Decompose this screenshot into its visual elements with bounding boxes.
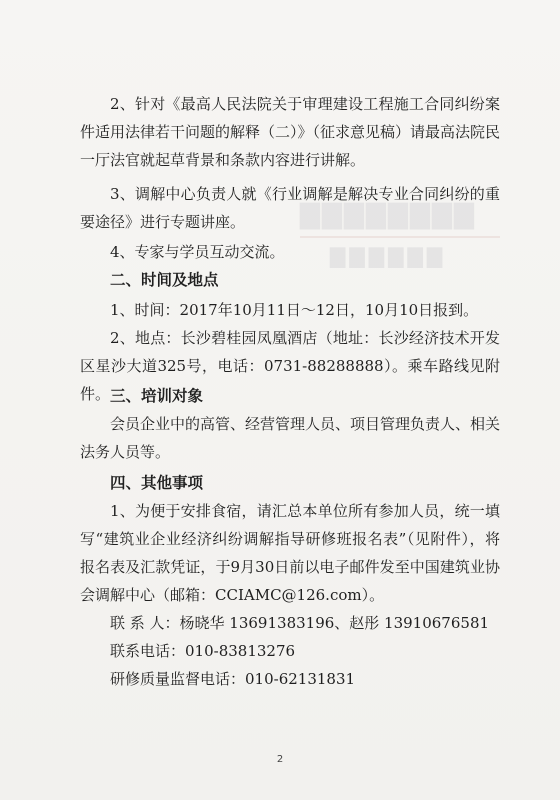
other-item-1: 1、为便于安排食宿，请汇总本单位所有参加人员，统一填写“建筑业企业经济纠纷调解指导研修班报名表”（见附件），将报名表及汇款凭证，于9月30日前以电子邮件发至中国建筑业协会调解中心（邮箱：CCIAMC@126.com）。 [80, 502, 500, 604]
section-heading-other: 四、其他事项 [110, 474, 204, 492]
reverse-side-bleed: ▇▇▇▇▇▇▇▇ [300, 200, 476, 230]
section-heading-time-place: 二、时间及地点 [110, 271, 219, 289]
audience-text: 会员企业中的高管、经营管理人员、项目管理负责人、相关法务人员等。 [80, 415, 501, 461]
page-number: 2 [276, 754, 284, 765]
supervision-phone: 研修质量监督电话：010-62131831 [110, 670, 356, 688]
section-heading-audience: 三、培训对象 [110, 387, 204, 405]
item-3: 3、调解中心负责人就《行业调解是解决专业合同纠纷的重要途径》进行专题讲座。 [80, 185, 500, 231]
item-4: 4、专家与学员互动交流。 [110, 243, 285, 261]
item-2: 2、针对《最高人民法院关于审理建设工程施工合同纠纷案件适用法律若干问题的解释（二）》（征求意见稿）请最高法院民一厅法官就起草背景和条款内容进行讲解。 [80, 95, 501, 169]
contact-phone: 联系电话：010-83813276 [110, 642, 296, 660]
time-item: 1、时间：2017年10月11日～12日，10月10日报到。 [110, 301, 479, 319]
place-item: 2、地点：长沙碧桂园凤凰酒店（地址：长沙经济技术开发区星沙大道325号，电话：0731-88288888）。乘车路线见附件。 [80, 329, 500, 403]
contact-persons: 联 系 人：杨晓华 13691383196、赵彤 13910676581 [110, 614, 490, 632]
reverse-side-bleed: ▇▇▇▇▇▇ [330, 244, 447, 268]
